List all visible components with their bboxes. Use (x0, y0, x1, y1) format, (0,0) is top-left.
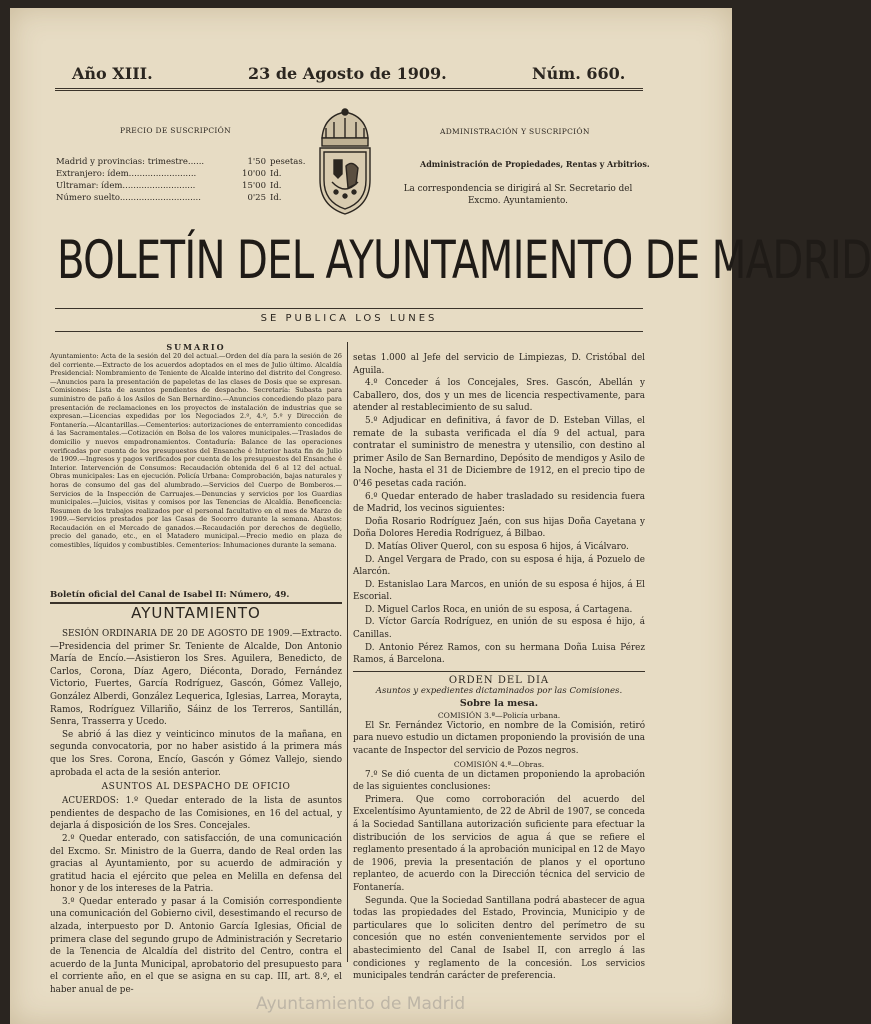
conclusion-segunda: Segunda. Que la Sociedad Santillana podrá abastecer de agua todas las propiedades del Estado, Provincia, Municipio y de particulares que lo soliciten dentro del perímetro de su concesión que no estén convenientemente servidos por el abastecimiento del Canal de Isabel II, con arreglo á las condiciones y reglamento de la concesión. Los servicios municipales tendrán carácter de preferencia. (353, 895, 645, 982)
resident-entry: D. Antonio Pérez Ramos, con su hermana Doña Luisa Pérez Ramos, á Barcelona. (353, 642, 645, 666)
newspaper-page (10, 8, 871, 1024)
comision-3-text (353, 720, 645, 758)
acuerdo-2: 2.º Quedar enterado, con satisfacción, de una comunicación del Excmo. Sr. Ministro de la Guerra, dando de Real orden las gracias al Ayuntamiento, por su acuerdo de admiración y gratitud hacia el ejército que pelea en Melilla en defensa del honor y de los intereses de la Patria. (50, 833, 342, 895)
comision-4-text (353, 769, 645, 983)
issue-number: Núm. 660. (532, 64, 626, 83)
sumario-title: SUMARIO (166, 342, 226, 352)
acuerdos-text (50, 795, 342, 997)
resident-entry: Doña Rosario Rodríguez Jaén, con sus hijas Doña Cayetana y Doña Dolores Heredia Rodríguez, á Bilbao. (353, 516, 645, 540)
orden-section (353, 671, 645, 983)
sumario-section (50, 342, 342, 604)
subscription-row: Ultramar: ídem........................... 15'00 Id. (56, 181, 282, 191)
orden-subtitle: Asuntos y expedientes dictaminados por las Comisiones. (375, 685, 623, 696)
orden-title: ORDEN DEL DIA (448, 674, 550, 686)
comision-4-heading: COMISIÓN 4.ª—Obras. (453, 759, 545, 769)
issue-year: Año XIII. (72, 64, 153, 83)
acuerdo-continuation: setas 1.000 al Jefe del servicio de Limpiezas, D. Cristóbal del Aguila. (353, 353, 645, 376)
administration-note: La correspondencia se dirigirá al Sr. Secretario del Excmo. Ayuntamiento. (403, 184, 633, 206)
publication-tagline: SE PUBLICA LOS LUNES (260, 313, 438, 324)
comision-3-paragraph: El Sr. Fernández Victorio, en nombre de la Comisión, retiró para nuevo estudio un dictamen proponiendo la provisión de una vacante de Inspector del servicio de Pozos negros. (353, 720, 645, 757)
masthead-rule (55, 308, 643, 309)
acuerdo-5: 5.º Adjudicar en definitiva, á favor de D. Esteban Villas, el remate de la subasta verificada el día 9 del actual, para contratar el suministro de menestra y utensilio, con destino al primer Asilo de San Bernardino, Depósito de mendigos y Asilo de la Noche, hasta el 31 de Diciembre de 1912, en el precio tipo de 0'46 pesetas cada ración. (353, 415, 646, 489)
acuerdo-4: 4.º Conceder á los Concejales, Sres. Gascón, Abellán y Caballero, dos, dos y un mes de licencia respectivamente, para atender al restablecimiento de su salud. (353, 378, 645, 414)
resident-entry: D. Angel Vergara de Prado, con su esposa é hija, á Pozuelo de Alarcón. (353, 554, 645, 578)
right-acuerdos (353, 352, 645, 667)
acuerdo-6: 6.º Quedar enterado de haber trasladado su residencia fuera de Madrid, los vecinos siguientes: (353, 491, 645, 515)
right-column (353, 352, 645, 983)
acuerdo-1: ACUERDOS: 1.º Quedar enterado de la lista de asuntos pendientes de despacho de las Comisiones, en 16 del actual, y dejarla á disposición de los Sres. Concejales. (50, 796, 342, 832)
opening-paragraph: Se abrió á las diez y veinticinco minutos de la mañana, en segunda convocatoria, por no haber asistido á la primera más que los Sres. Corona, Encío, Gascón y Gómez Vallejo, siendo aprobada el acta de la sesión anterior. (50, 729, 342, 778)
resident-entry: D. Miguel Carlos Roca, en unión de su esposa, á Cartagena. (365, 604, 633, 615)
resident-entry: D. Estanislao Lara Marcos, en unión de su esposa é hijos, á El Escorial. (353, 579, 645, 603)
header-rule (55, 88, 643, 91)
sobre-mesa-heading: Sobre la mesa. (459, 697, 539, 709)
comision-3-heading: COMISIÓN 3.ª—Policía urbana. (437, 710, 561, 720)
archive-watermark: Ayuntamiento de Madrid (256, 994, 466, 1014)
session-text (50, 628, 342, 779)
dictamen-7: 7.º Se dió cuenta de un dictamen proponiendo la aprobación de las siguientes conclusiones: (353, 769, 645, 793)
sumario-footer: Boletín oficial del Canal de Isabel II: Número, 49. (50, 590, 342, 604)
column-divider (347, 342, 348, 962)
left-column (50, 604, 342, 997)
subscription-title: PRECIO DE SUSCRIPCIÓN (120, 126, 231, 135)
resident-entry: D. Víctor García Rodríguez, en unión de su esposa é hijo, á Canillas. (353, 617, 645, 641)
session-paragraph: SESIÓN ORDINARIA DE 20 DE AGOSTO DE 1909.—Extracto.—Presidencia del primer Sr. Teniente de Alcalde, Don Antonio María de Encío.—Asistieron los Sres. Aguilera, Benedicto, de Carlos, Corona, Díaz Agero, Diéconta, Dorado, Fernández Victorio, Fuertes, García Rodríguez, Gascón, Gómez Vallejo, González Alberdi, González Lequerica, Iglesias, Larrea, Morayta, Ramos, Rodríguez Villariño, Sáinz de los Terreros, Santillán, Senra, Trasserra y Ucedo. (50, 629, 342, 728)
administration-title: ADMINISTRACIÓN Y SUSCRIPCIÓN (440, 127, 590, 136)
issue-date: 23 de Agosto de 1909. (248, 64, 447, 83)
sumario-text: Ayuntamiento: Acta de la sesión del 20 del actual.—Orden del día para la sesión de 26 del corriente.—Extracto de los acuerdos adoptados en el mes de Julio último. Alcaldía Presidencial: Nombramiento de Teniente de Alcalde interino del distrito del Congreso.—Anuncios para la presentación de papeletas de las clases de Dosis que se expresan. Comisiones: Lista de asuntos pendientes de despacho. Secretaría: Subasta para suministro de paño á los Asilos de San Bernardino.—Anuncios concediendo plazo para presentación de reclamaciones en los proyectos de instalación de industrias que se expresan.—Licencias expedidas por los Negociados 2.º, 4.º, 5.º y Dirección de Fontanería.—Alcantarillas.—Cementerios: autorizaciones de enterramiento concedidas á las Sacramentales.—Cotización en Bolsa de los valores municipales.—Traslados de domicilio y nuevos empadronamientos. Contaduría: Balance de las operaciones verificadas por cuenta de los presupuestos del Ensanche é Interior hasta fin de Julio de 1909.—Ingresos y pagos verificados por cuenta de los presupuestos del Ensanche é Interior. Intervención de Consumos: Recaudación obtenida del 6 al 12 del actual. Obras municipales: Las en ejecución. Policía Urbana: Comprobación, bajas naturales y horas de consumo del gas del alumbrado.—Servicios del Cuerpo de Bomberos.—Servicios de la Inspección de Carruajes.—Denuncias y servicios por los Guardias municipales.—Juicios, visitas y comisos por las Tenencias de Alcaldía. Beneficencia: Resumen de los trabajos realizados por el personal facultativo en el mes de Marzo de 1909.—Servicios prestados por las Casas de Socorro durante la semana. Abastos: Recaudación en el Mercado de ganados.—Recaudación por derechos de degüello, precio del ganado, etc., en el Matadero municipal.—Precio medio en plaza de comestibles, líquidos y combustibles. Cementerios: Inhumaciones durante la semana. (50, 352, 342, 550)
subheading-despacho: ASUNTOS AL DESPACHO DE OFICIO (101, 782, 291, 793)
tagline-rule (55, 331, 643, 332)
subscription-row: Extranjero: ídem......................... 10'00 Id. (56, 169, 282, 179)
subscription-row: Número suelto.............................. 0'25 Id. (56, 193, 282, 203)
masthead-title: BOLETÍN DEL AYUNTAMIENTO DE MADRID (57, 230, 871, 291)
section-heading-ayuntamiento: AYUNTAMIENTO (131, 604, 261, 622)
subscription-table (56, 156, 306, 204)
madrid-coat-of-arms-icon (312, 108, 378, 220)
resident-entry: D. Matías Oliver Querol, con su esposa 6 hijos, á Vicálvaro. (365, 541, 629, 552)
subscription-row: Madrid y provincias: trimestre...... 1'50 pesetas. (56, 157, 306, 167)
acuerdo-3: 3.º Quedar enterado y pasar á la Comisión correspondiente una comunicación del Gobierno civil, desestimando el recurso de alzada, interpuesto por D. Antonio García Iglesias, Oficial de primera clase del segundo grupo de Administración y Secretario de la Tenencia de Alcaldía del distrito del Centro, contra el acuerdo de la Junta Municipal, aprobatorio del presupuesto para el corriente año, en el que se asigna en su cap. III, art. 8.º, el haber anual de pe- (50, 896, 342, 996)
administration-subtitle: Administración de Propiedades, Rentas y Arbitrios. (420, 159, 650, 169)
conclusion-primera: Primera. Que como corroboración del acuerdo del Excelentísimo Ayuntamiento, de 22 de Abril de 1907, se conceda á la Sociedad Santillana autorización suficiente para efectuar la distribución de los servicios de agua á que se refiere el reglamento presentado á la aprobación municipal en 12 de Mayo de 1906, previa la presentación de planos y el oportuno replanteo, de acuerdo con la Dirección técnica del servicio de Fontanería. (353, 794, 645, 893)
